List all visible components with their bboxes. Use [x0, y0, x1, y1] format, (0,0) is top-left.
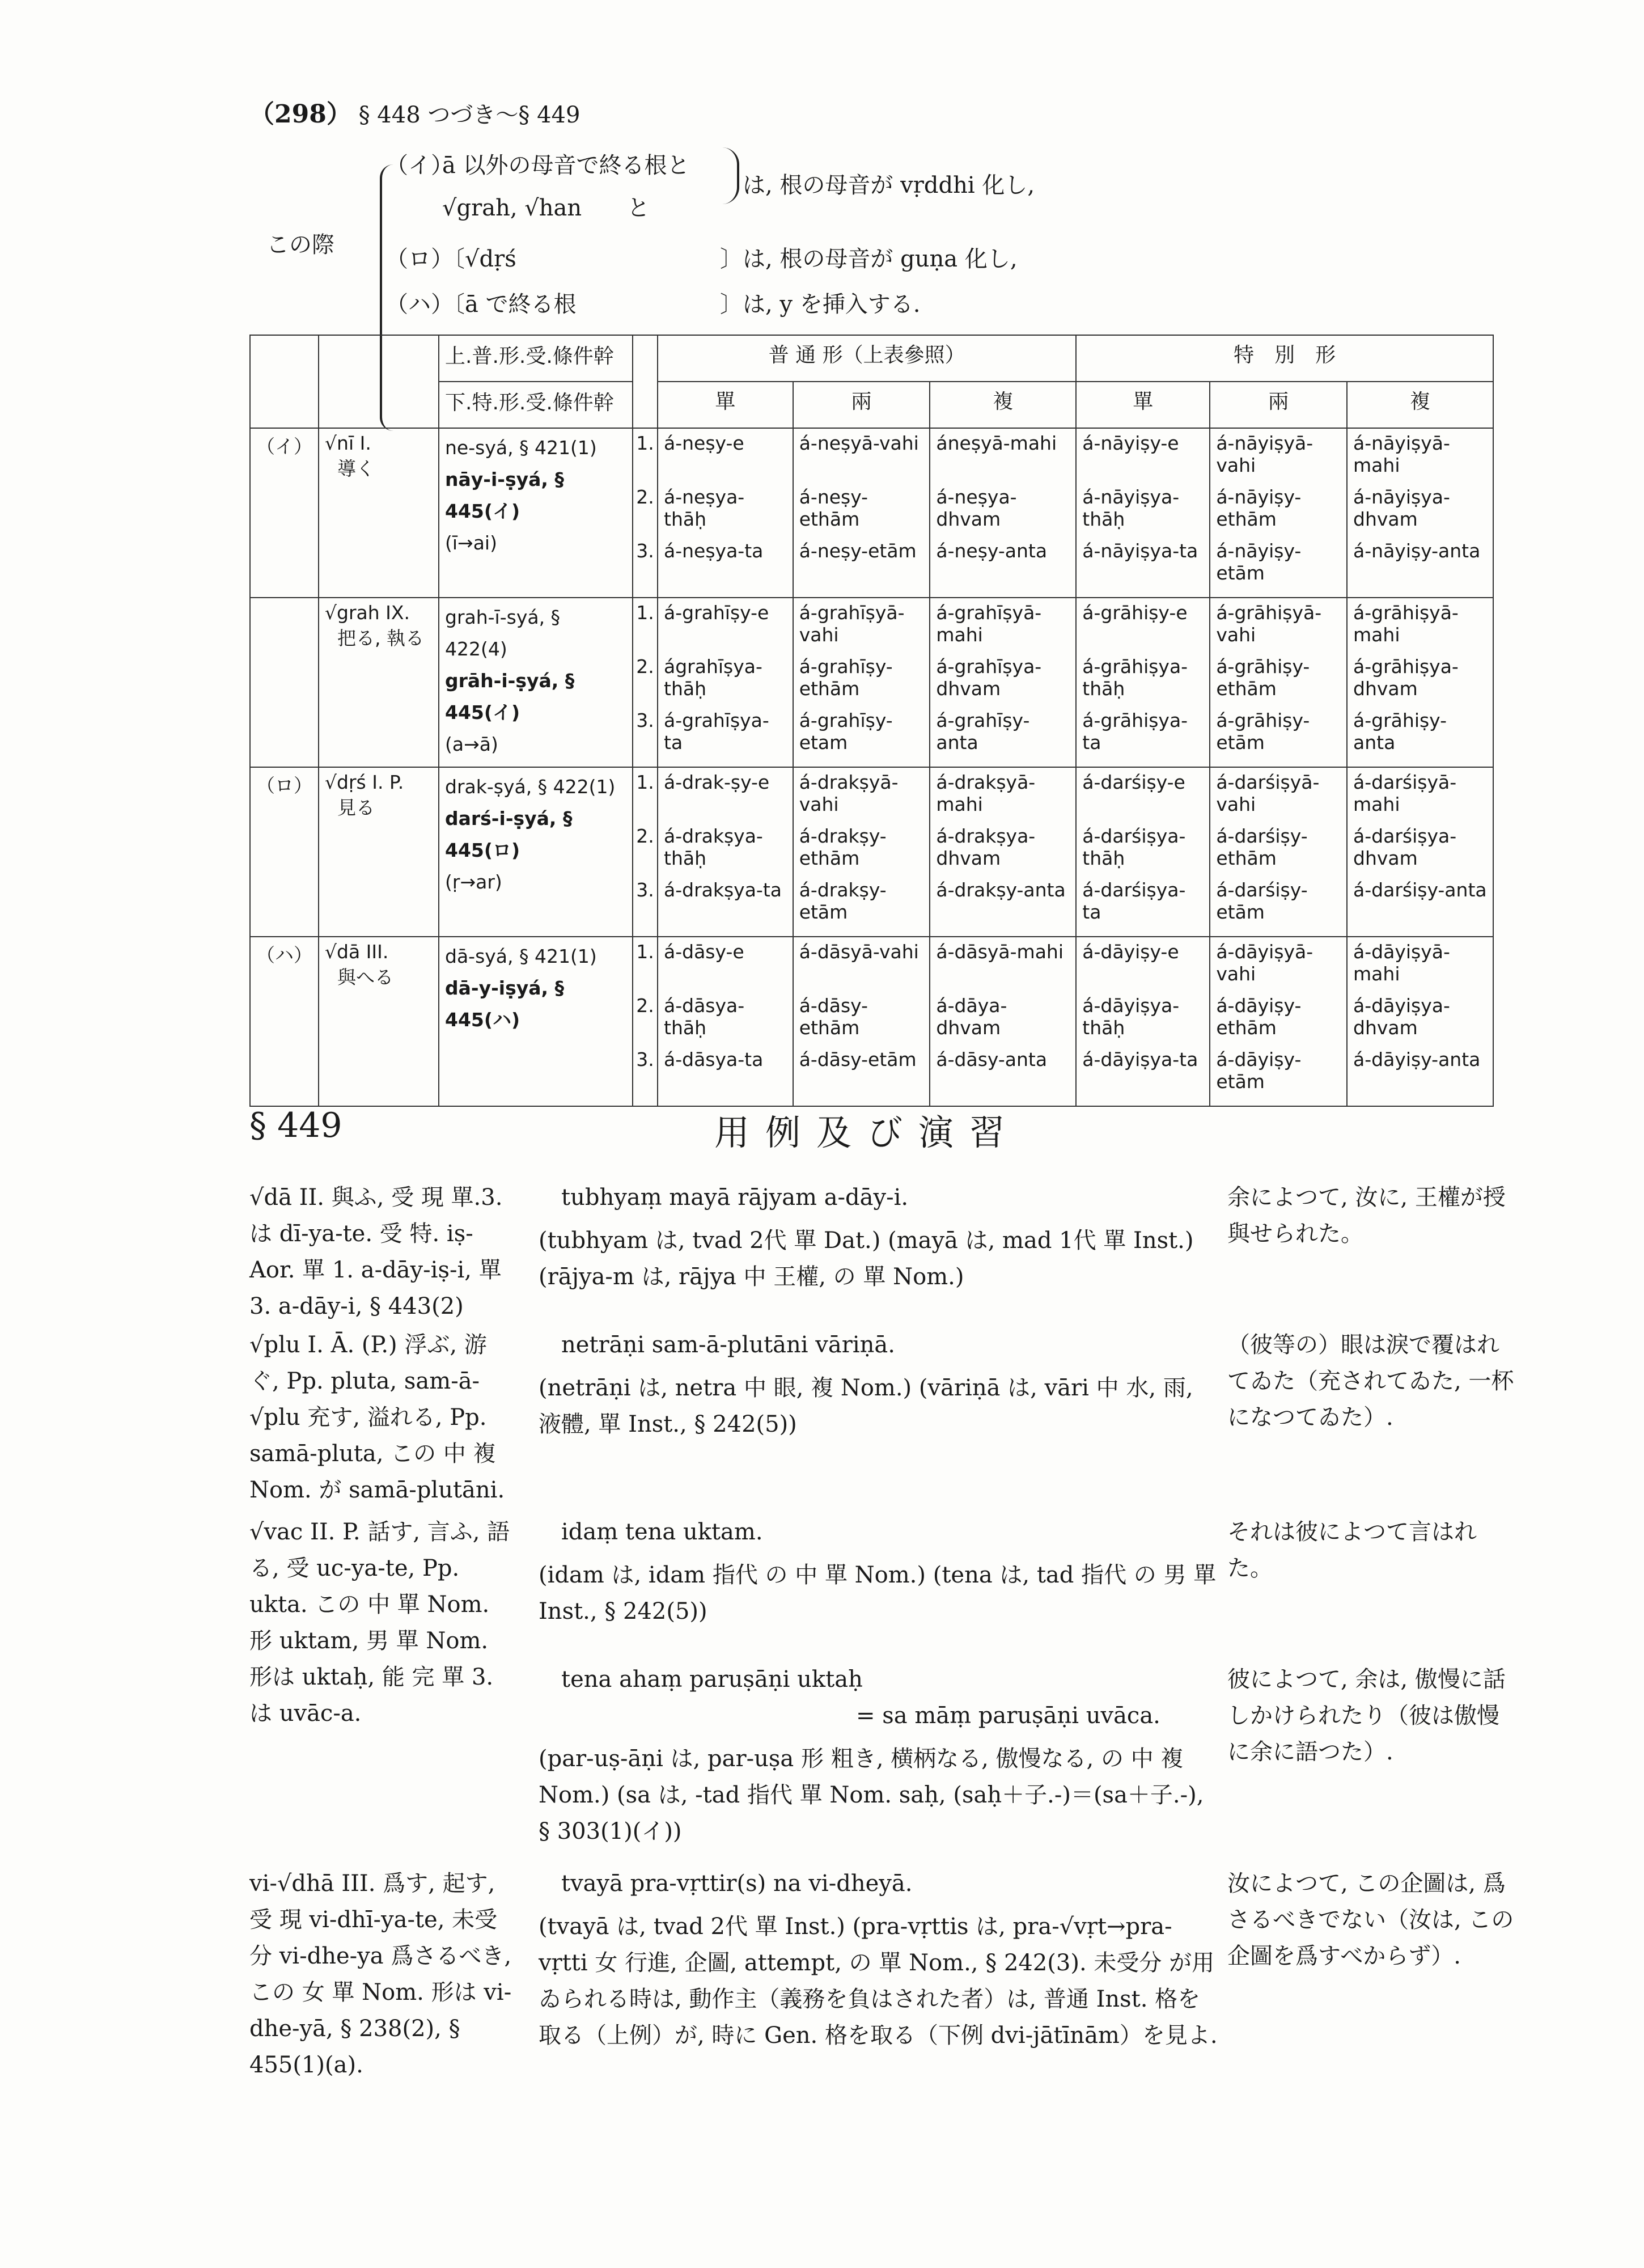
person-number: 1. 2. 3.	[633, 767, 658, 937]
intro-part: ā 以外の母音で終る根と	[442, 153, 690, 179]
form-cell: á-drakṣyā-vahi á-drakṣy-ethām á-drakṣy-etām	[793, 767, 930, 937]
corner	[250, 335, 319, 428]
person-number: 1. 2. 3.	[633, 428, 658, 598]
intro-row	[385, 147, 726, 180]
section-range: § 448 つづき〜§ 449	[358, 102, 581, 128]
intro-part: √grah, √han と	[442, 195, 650, 221]
stem-cell: grah-ī-syá, § 422(4) grāh-i-ṣyá, § 445(イ) (a→ā)	[439, 598, 633, 767]
form-cell: á-dāsyā-vahi á-dāsy-ethām á-dāsy-etām	[793, 937, 930, 1106]
section-number: § 449	[249, 1106, 342, 1145]
example-body	[539, 1179, 1219, 1295]
table-row	[250, 428, 1493, 598]
intro-row	[385, 241, 726, 273]
form-cell: á-drak-ṣy-e á-drakṣya-thāḥ á-drakṣya-ta	[658, 767, 793, 937]
conjugation-table	[249, 335, 1494, 1107]
intro-row	[385, 286, 726, 319]
example-sentence: tena ahaṃ paruṣāṇi uktaḥ	[561, 1666, 863, 1692]
example-sentence-alt: = sa māṃ paruṣāṇi uvāca.	[856, 1703, 1160, 1729]
form-cell: á-grahīṣy-e ágrahīṣya-thāḥ á-grahīṣya-ta	[658, 598, 793, 767]
form-cell: á-dāyiṣyā-vahi á-dāyiṣy-ethām á-dāyiṣy-etām	[1210, 937, 1347, 1106]
form-cell: á-dāsyā-mahi á-dāya-dhvam á-dāsy-anta	[930, 937, 1076, 1106]
example-translation: （彼等の）眼は淚で覆はれてゐた（充されてゐた, 一杯になつてゐた）.	[1227, 1332, 1514, 1431]
hdr-pl: 複	[1347, 382, 1493, 428]
root-cell: √dā III. 與へる	[319, 937, 439, 1106]
example-notes: (tubhyam は, tvad 2代 單 Dat.) (mayā は, mad 1代 單 Inst.) (rājya-m は, rājya 中 王權, の 單 Nom.)	[539, 1228, 1194, 1290]
page-header	[249, 94, 580, 130]
root-cell: √dṛś I. P. 見る	[319, 767, 439, 937]
corner	[319, 335, 439, 428]
example-notes: (par-uṣ-āṇi は, par-uṣa 形 粗き, 横柄なる, 傲慢なる, の 中 複 Nom.) (sa は, -tad 指代 單 Nom. saḥ, (saḥ＋子.-)＝(sa＋子.-), § 303(1)(イ))	[539, 1746, 1204, 1844]
example-sentence: tubhyaṃ mayā rājyam a-dāy-i.	[561, 1184, 909, 1211]
group-label: （ロ）	[250, 767, 319, 937]
example-gloss: vi-√dhā III. 爲す, 起す, 受 現 vi-dhī-ya-te, 未受分 vi-dhe-ya 爲さるべき, この 女 單 Nom. 形は vi-dhe-yā, § 238(2), § 455(1)(a).	[249, 1871, 512, 2078]
example-notes: (tvayā は, tvad 2代 單 Inst.) (pra-vṛttis は, pra-√vṛt→pra-vṛtti 女 行進, 企圖, attempt, の 單 Nom., § 242(3). 未受分 が用ゐられる時は, 動作主（義務を負はされた者）は, 普通 Inst. 格を取る（上例）が, 時に Gen. 格を取る（下例 dvi-jātīnām）を見よ.	[539, 1914, 1218, 2049]
example-sentence: idaṃ tena uktam.	[561, 1519, 763, 1545]
example-gloss: √dā II. 與ふ, 受 現 單.3. は dī-ya-te. 受 特. iṣ-Aor. 單 1. a-dāy-iṣ-i, 單 3. a-dāy-i, § 443(2)	[249, 1184, 503, 1319]
example-translation: 彼によつて, 余は, 傲慢に話しかけられたり（彼は傲慢に余に語つた）.	[1227, 1666, 1506, 1765]
form-cell: á-grāhiṣyā-vahi á-grāhiṣy-ethām á-grāhiṣy-etām	[1210, 598, 1347, 767]
hdr-du: 兩	[1210, 382, 1347, 428]
hdr-common: 普 通 形（上表參照）	[658, 335, 1076, 382]
corner	[633, 335, 658, 428]
example-gloss: √vac II. P. 話す, 言ふ, 語る, 受 uc-ya-te, Pp. ukta. この 中 單 Nom. 形 uktam, 男 單 Nom. 形は uktaḥ, 能 完 單 3. は uvāc-a.	[249, 1519, 510, 1727]
hdr-upper: 上.普.形.受.條件幹	[439, 335, 633, 382]
example-sentence: netrāṇi sam-ā-plutāni vāriṇā.	[561, 1332, 895, 1358]
stem-cell: dā-syá, § 421(1) dā-y-iṣyá, § 445(ハ)	[439, 937, 633, 1106]
intro-part: 〔√dṛś	[442, 246, 516, 272]
form-cell: á-grāhiṣy-e á-grāhiṣya-thāḥ á-grāhiṣya-ta	[1076, 598, 1210, 767]
stem-cell: ne-syá, § 421(1) nāy-i-ṣyá, § 445(イ) (ī→ai)	[439, 428, 633, 598]
example-body	[539, 1327, 1219, 1442]
form-cell: á-nāyiṣy-e á-nāyiṣya-thāḥ á-nāyiṣya-ta	[1076, 428, 1210, 598]
hdr-lower: 下.特.形.受.條件幹	[439, 382, 633, 428]
intro-rest: 〕は, 根の母音が guṇa 化し,	[720, 246, 1018, 272]
root-cell: √nī I. 導く	[319, 428, 439, 598]
group-label	[250, 598, 319, 767]
person-number: 1. 2. 3.	[633, 937, 658, 1106]
form-cell: á-neṣy-e á-neṣya-thāḥ á-neṣya-ta	[658, 428, 793, 598]
example-body	[539, 1661, 1219, 1850]
intro-row	[385, 190, 726, 222]
form-cell: á-grāhiṣyā-mahi á-grāhiṣya-dhvam á-grāhiṣy-anta	[1347, 598, 1493, 767]
example-translation: 汝によつて, この企圖は, 爲さるべきでない（汝は, この企圖を爲すべからず）.	[1227, 1871, 1514, 1969]
intro-part: 〔ā で終る根	[442, 291, 577, 318]
hdr-sg: 單	[658, 382, 793, 428]
intro-rest: は, 根の母音が vṛddhi 化し,	[743, 172, 1035, 198]
intro-right-brace	[720, 147, 739, 204]
page-number: （298）	[249, 100, 351, 129]
intro-rest: 〕は, y を挿入する.	[720, 291, 921, 318]
table-row	[250, 598, 1493, 767]
form-cell: á-grahīṣyā-mahi á-grahīṣya-dhvam á-grahīṣy-anta	[930, 598, 1076, 767]
hdr-pl: 複	[930, 382, 1076, 428]
example-translation: それは彼によつて言はれた。	[1227, 1519, 1477, 1581]
form-cell: á-darśiṣyā-vahi á-darśiṣy-ethām á-darśiṣy-etām	[1210, 767, 1347, 937]
form-cell: á-nāyiṣyā-vahi á-nāyiṣy-ethām á-nāyiṣy-etām	[1210, 428, 1347, 598]
example-notes: (idam は, idam 指代 の 中 單 Nom.) (tena は, tad 指代 の 男 單 Inst., § 242(5))	[539, 1562, 1217, 1624]
table-row	[250, 767, 1493, 937]
form-cell: á-darśiṣyā-mahi á-darśiṣya-dhvam á-darśiṣy-anta	[1347, 767, 1493, 937]
form-cell: á-neṣyā-vahi á-neṣy-ethām á-neṣy-etām	[793, 428, 930, 598]
person-number: 1. 2. 3.	[633, 598, 658, 767]
group-label: （イ）	[250, 428, 319, 598]
intro-label: （ハ）	[385, 291, 454, 318]
form-cell: á-dāyiṣyā-mahi á-dāyiṣya-dhvam á-dāyiṣy-anta	[1347, 937, 1493, 1106]
hdr-sg: 單	[1076, 382, 1210, 428]
intro-sai: この際	[266, 232, 334, 258]
hdr-du: 兩	[793, 382, 930, 428]
section-title: 用例及び演習	[714, 1112, 1021, 1153]
example-gloss: √plu I. Ā. (P.) 浮ぶ, 游ぐ, Pp. pluta, sam-ā-√plu 充す, 溢れる, Pp. samā-pluta, この 中 複 Nom. が samā-plutāni.	[249, 1332, 505, 1503]
intro-label: （ロ）	[385, 246, 454, 272]
form-cell: áneṣyā-mahi á-neṣya-dhvam á-neṣy-anta	[930, 428, 1076, 598]
intro-label: （イ）	[385, 153, 454, 179]
form-cell: á-darśiṣy-e á-darśiṣya-thāḥ á-darśiṣya-ta	[1076, 767, 1210, 937]
form-cell: á-dāsy-e á-dāsya-thāḥ á-dāsya-ta	[658, 937, 793, 1106]
example-sentence: tvayā pra-vṛttir(s) na vi-dheyā.	[561, 1871, 913, 1897]
form-cell: á-grahīṣyā-vahi á-grahīṣy-ethām á-grahīṣy-etam	[793, 598, 930, 767]
stem-cell: drak-ṣyá, § 422(1) darś-i-ṣyá, § 445(ロ) (ṛ→ar)	[439, 767, 633, 937]
form-cell: á-dāyiṣy-e á-dāyiṣya-thāḥ á-dāyiṣya-ta	[1076, 937, 1210, 1106]
example-body	[539, 1865, 1219, 2054]
table-row	[250, 937, 1493, 1106]
example-body	[539, 1514, 1219, 1630]
example-translation: 余によつて, 汝に, 王權が授與せられた。	[1227, 1184, 1506, 1247]
example-notes: (netrāṇi は, netra 中 眼, 複 Nom.) (vāriṇā は, vāri 中 水, 雨, 液體, 單 Inst., § 242(5))	[539, 1375, 1193, 1437]
form-cell: á-nāyiṣyā-mahi á-nāyiṣya-dhvam á-nāyiṣy-anta	[1347, 428, 1493, 598]
hdr-special: 特 別 形	[1076, 335, 1493, 382]
root-cell: √grah IX. 把る, 執る	[319, 598, 439, 767]
form-cell: á-drakṣyā-mahi á-drakṣya-dhvam á-drakṣy-anta	[930, 767, 1076, 937]
group-label: （ハ）	[250, 937, 319, 1106]
